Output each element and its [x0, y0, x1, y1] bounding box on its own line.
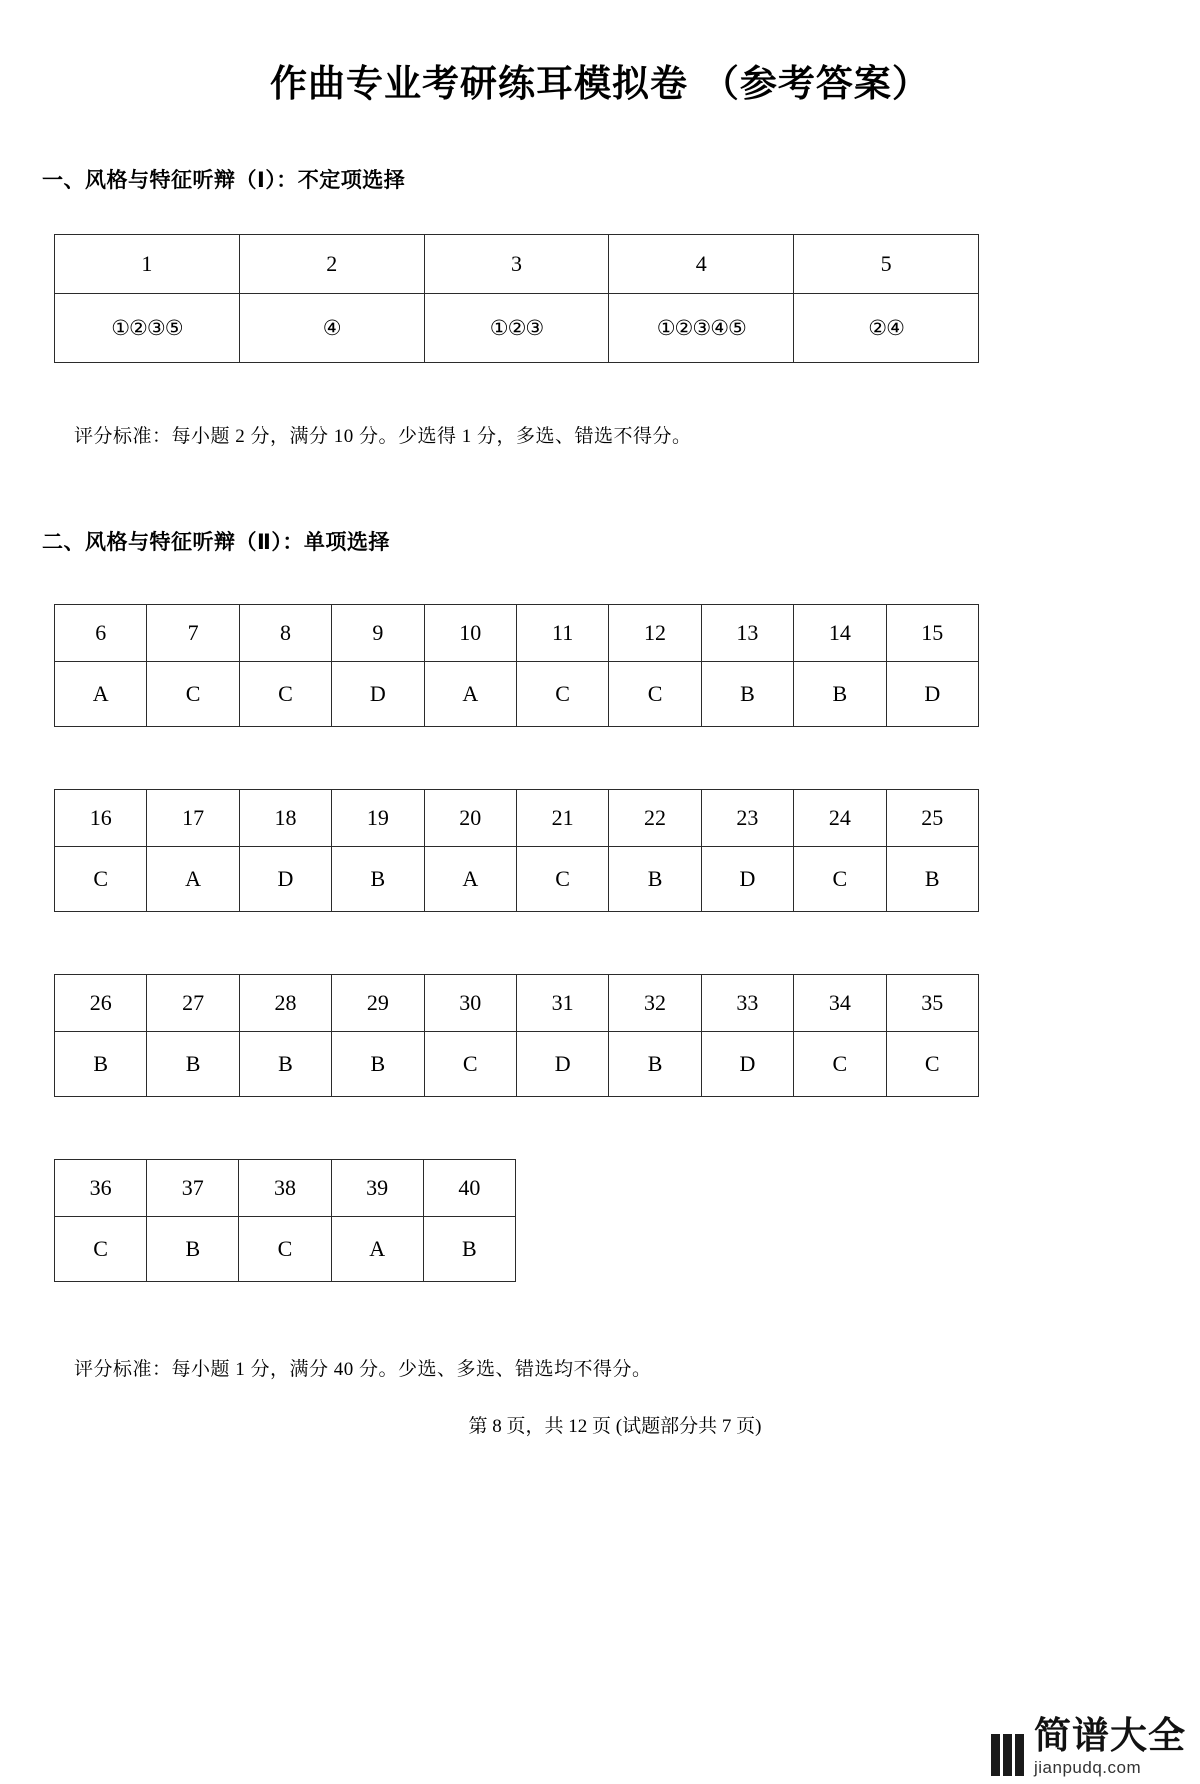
- question-number: 5: [794, 235, 979, 294]
- question-number: 7: [147, 605, 239, 662]
- question-number: 2: [239, 235, 424, 294]
- question-number: 3: [424, 235, 609, 294]
- question-number: 22: [609, 790, 701, 847]
- answer-cell: A: [424, 847, 516, 912]
- table-row-questions: [55, 605, 979, 662]
- question-number: 29: [332, 975, 424, 1032]
- answer-cell: D: [332, 662, 424, 727]
- question-number: 12: [609, 605, 701, 662]
- answer-table-section2-row3: [54, 974, 979, 1097]
- answer-cell: B: [332, 1032, 424, 1097]
- question-number: 37: [147, 1160, 239, 1217]
- answer-cell: ②④: [794, 294, 979, 363]
- question-number: 36: [55, 1160, 147, 1217]
- answer-cell: D: [886, 662, 978, 727]
- answer-cell: D: [701, 1032, 793, 1097]
- question-number: 6: [55, 605, 147, 662]
- question-number: 24: [794, 790, 886, 847]
- question-number: 4: [609, 235, 794, 294]
- answer-cell: A: [331, 1217, 423, 1282]
- answer-cell: C: [147, 662, 239, 727]
- question-number: 31: [516, 975, 608, 1032]
- answer-cell: C: [609, 662, 701, 727]
- watermark-logo: [991, 1714, 1186, 1777]
- answer-cell: A: [424, 662, 516, 727]
- question-number: 26: [55, 975, 147, 1032]
- answer-cell: B: [609, 1032, 701, 1097]
- question-number: 39: [331, 1160, 423, 1217]
- answer-cell: C: [424, 1032, 516, 1097]
- answer-cell: D: [239, 847, 331, 912]
- question-number: 18: [239, 790, 331, 847]
- question-number: 33: [701, 975, 793, 1032]
- answer-cell: C: [794, 847, 886, 912]
- answer-table-section1: [54, 234, 979, 363]
- answer-cell: ①②③⑤: [55, 294, 240, 363]
- table-row-answers: [55, 1217, 516, 1282]
- watermark-url: jianpudq.com: [1034, 1758, 1142, 1777]
- table-row-questions: [55, 790, 979, 847]
- answer-table-section2-row2: [54, 789, 979, 912]
- answer-cell: C: [55, 847, 147, 912]
- answer-cell: B: [332, 847, 424, 912]
- table-row-questions: [55, 1160, 516, 1217]
- answer-cell: A: [55, 662, 147, 727]
- answer-cell: D: [516, 1032, 608, 1097]
- table-row-questions: [55, 975, 979, 1032]
- answer-cell: ①②③④⑤: [609, 294, 794, 363]
- question-number: 27: [147, 975, 239, 1032]
- question-number: 28: [239, 975, 331, 1032]
- question-number: 14: [794, 605, 886, 662]
- answer-cell: B: [147, 1032, 239, 1097]
- section-heading-1: 一、风格与特征听辩（Ⅰ）：不定项选择: [42, 168, 406, 193]
- question-number: 34: [794, 975, 886, 1032]
- answer-cell: ①②③: [424, 294, 609, 363]
- question-number: 10: [424, 605, 516, 662]
- section-heading-2: 二、风格与特征听辩（Ⅱ）：单项选择: [42, 530, 390, 555]
- question-number: 32: [609, 975, 701, 1032]
- table-row-answers: [55, 847, 979, 912]
- question-number: 16: [55, 790, 147, 847]
- answer-cell: C: [886, 1032, 978, 1097]
- answer-table-section2-row1: [54, 604, 979, 727]
- answer-cell: B: [239, 1032, 331, 1097]
- scoring-criteria-1: 评分标准：每小题 2 分，满分 10 分。少选得 1 分，多选、错选不得分。: [74, 426, 692, 448]
- answer-cell: B: [423, 1217, 515, 1282]
- table-row-questions: [55, 235, 979, 294]
- question-number: 21: [516, 790, 608, 847]
- question-number: 1: [55, 235, 240, 294]
- answer-cell: C: [516, 847, 608, 912]
- page-title: 作曲专业考研练耳模拟卷 （参考答案）: [270, 62, 930, 105]
- answer-cell: B: [147, 1217, 239, 1282]
- watermark-name: 简谱大全: [1034, 1714, 1186, 1757]
- question-number: 19: [332, 790, 424, 847]
- answer-cell: A: [147, 847, 239, 912]
- question-number: 25: [886, 790, 978, 847]
- answer-cell: C: [794, 1032, 886, 1097]
- table-row-answers: [55, 662, 979, 727]
- answer-cell: C: [516, 662, 608, 727]
- answer-cell: C: [55, 1217, 147, 1282]
- answer-cell: B: [55, 1032, 147, 1097]
- piano-keys-icon: [991, 1732, 1024, 1776]
- question-number: 17: [147, 790, 239, 847]
- answer-cell: B: [609, 847, 701, 912]
- question-number: 8: [239, 605, 331, 662]
- question-number: 11: [516, 605, 608, 662]
- answer-cell: D: [701, 847, 793, 912]
- answer-cell: B: [794, 662, 886, 727]
- answer-cell: C: [239, 1217, 331, 1282]
- question-number: 38: [239, 1160, 331, 1217]
- question-number: 9: [332, 605, 424, 662]
- question-number: 23: [701, 790, 793, 847]
- table-row-answers: [55, 1032, 979, 1097]
- question-number: 20: [424, 790, 516, 847]
- answer-cell: ④: [239, 294, 424, 363]
- answer-cell: C: [239, 662, 331, 727]
- scoring-criteria-2: 评分标准：每小题 1 分，满分 40 分。少选、多选、错选均不得分。: [74, 1359, 652, 1381]
- question-number: 30: [424, 975, 516, 1032]
- question-number: 35: [886, 975, 978, 1032]
- table-row-answers: [55, 294, 979, 363]
- question-number: 40: [423, 1160, 515, 1217]
- answer-cell: B: [886, 847, 978, 912]
- answer-cell: B: [701, 662, 793, 727]
- question-number: 13: [701, 605, 793, 662]
- watermark-text: [1034, 1714, 1186, 1777]
- answer-table-section2-row4: [54, 1159, 516, 1282]
- question-number: 15: [886, 605, 978, 662]
- page-footer: 第 8 页，共 12 页 (试题部分共 7 页): [468, 1416, 762, 1438]
